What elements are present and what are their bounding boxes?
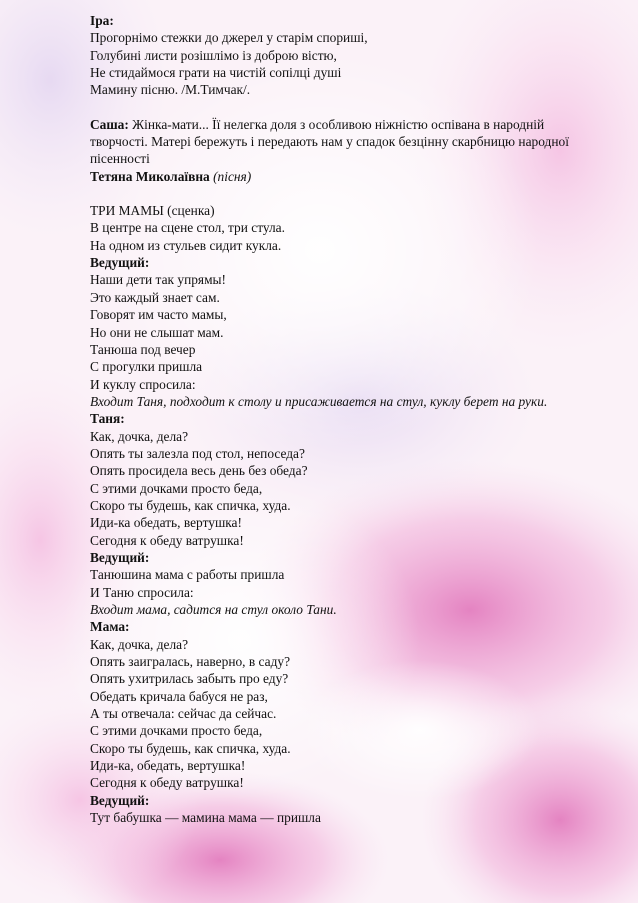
- text-line: [90, 376, 590, 393]
- speaker-line: [90, 410, 590, 427]
- text-line: [90, 324, 590, 341]
- text-line: [90, 532, 590, 549]
- line-text: Сегодня к обеду ватрушка!: [90, 532, 244, 548]
- line-text: И Таню спросила:: [90, 584, 194, 600]
- text-line: [90, 428, 590, 445]
- blank-line: [90, 99, 590, 116]
- line-text: ТРИ МАМЫ (сценка): [90, 203, 215, 219]
- speaker-line: [90, 618, 590, 635]
- speaker-name: Ведущий:: [90, 792, 150, 808]
- text-line: [90, 688, 590, 705]
- stage-note: Входит мама, садится на стул около Тани.: [90, 602, 337, 617]
- line-text: Опять просидела весь день без обеда?: [90, 463, 308, 479]
- line-text: Скоро ты будешь, как спичка, худа.: [90, 740, 291, 756]
- speaker-name: Мама:: [90, 619, 130, 635]
- text-line: [90, 81, 590, 98]
- text-line: [90, 219, 590, 236]
- speaker-line: [90, 116, 590, 168]
- text-line: [90, 670, 590, 687]
- speaker-name: Ведущий:: [90, 255, 150, 271]
- speaker-name: Ведущий:: [90, 549, 150, 565]
- line-text: Скоро ты будешь, как спичка, худа.: [90, 497, 291, 513]
- line-text: Жінка-мати... Її нелегка доля з особливою ніжністю оспівана в народній творчості. Матері бережуть і передають нам у спадок безцінну скарбницю народної пісенності: [90, 116, 569, 167]
- text-line: [90, 774, 590, 791]
- stage-note: Входит Таня, подходит к столу и присаживается на стул, куклу берет на руки.: [90, 393, 548, 409]
- speaker-line: [90, 254, 590, 271]
- line-text: Опять ты залезла под стол, непоседа?: [90, 445, 305, 461]
- line-text: В центре на сцене стол, три стула.: [90, 220, 285, 236]
- speaker-line: [90, 12, 590, 29]
- line-text: Говорят им часто мамы,: [90, 307, 227, 323]
- text-line: [90, 566, 590, 583]
- stage-direction: [90, 393, 590, 410]
- line-text: Как, дочка, дела?: [90, 636, 189, 652]
- text-line: [90, 341, 590, 358]
- line-text: С этими дочками просто беда,: [90, 480, 263, 496]
- speaker-name: Іра:: [90, 13, 114, 28]
- line-text: Не стидаймося грати на чистій сопілці душі: [90, 65, 342, 81]
- text-line: [90, 289, 590, 306]
- line-text: Обедать кричала бабуся не раз,: [90, 688, 268, 704]
- text-line: [90, 202, 590, 219]
- text-line: [90, 722, 590, 739]
- line-text: Иди-ка, обедать, вертушка!: [90, 758, 246, 774]
- text-line: [90, 497, 590, 514]
- text-line: [90, 636, 590, 653]
- line-text: И куклу спросила:: [90, 376, 196, 392]
- speaker-line: [90, 792, 590, 809]
- line-text: А ты отвечала: сейчас да сейчас.: [90, 706, 277, 722]
- line-text: Мамину пісню. /М.Тимчак/.: [90, 82, 251, 98]
- text-line: [90, 653, 590, 670]
- line-text: Опять заигралась, наверно, в саду?: [90, 654, 291, 670]
- text-line: [90, 705, 590, 722]
- text-line: [90, 306, 590, 323]
- text-line: [90, 358, 590, 375]
- speaker-name: Саша:: [90, 116, 129, 132]
- text-line: [90, 271, 590, 288]
- document-body: [90, 12, 590, 826]
- text-line: [90, 47, 590, 64]
- text-line: [90, 237, 590, 254]
- text-line: [90, 480, 590, 497]
- speaker-line: [90, 168, 590, 185]
- line-text: Тут бабушка — мамина мама — пришла: [90, 810, 321, 826]
- speaker-line: [90, 549, 590, 566]
- speaker-name: Таня:: [90, 411, 125, 427]
- line-text: Наши дети так упрямы!: [90, 272, 227, 288]
- line-text: Как, дочка, дела?: [90, 428, 189, 444]
- line-text: Иди-ка обедать, вертушка!: [90, 515, 242, 531]
- line-text: Но они не слышат мам.: [90, 324, 224, 340]
- text-line: [90, 757, 590, 774]
- text-line: [90, 514, 590, 531]
- text-line: [90, 740, 590, 757]
- text-line: [90, 29, 590, 46]
- line-text: С прогулки пришла: [90, 359, 203, 375]
- line-text: Голубині листи розішлімо із доброю вістю,: [90, 47, 337, 63]
- text-line: [90, 445, 590, 462]
- stage-direction: [90, 601, 590, 618]
- line-text: На одном из стульев сидит кукла.: [90, 237, 282, 253]
- stage-note: (пісня): [209, 168, 252, 184]
- text-line: [90, 809, 590, 826]
- text-line: [90, 462, 590, 479]
- line-text: С этими дочками просто беда,: [90, 723, 263, 739]
- line-text: Опять ухитрилась забыть про еду?: [90, 671, 289, 687]
- text-line: [90, 584, 590, 601]
- line-text: Танюша под вечер: [90, 341, 196, 357]
- line-text: Это каждый знает сам.: [90, 289, 220, 305]
- speaker-name: Тетяна Миколаївна: [90, 168, 210, 184]
- line-text: Сегодня к обеду ватрушка!: [90, 775, 244, 791]
- line-text: Танюшина мама с работы пришла: [90, 567, 285, 583]
- line-text: Прогорнімо стежки до джерел у старім спориші,: [90, 30, 368, 46]
- text-line: [90, 64, 590, 81]
- blank-line: [90, 185, 590, 202]
